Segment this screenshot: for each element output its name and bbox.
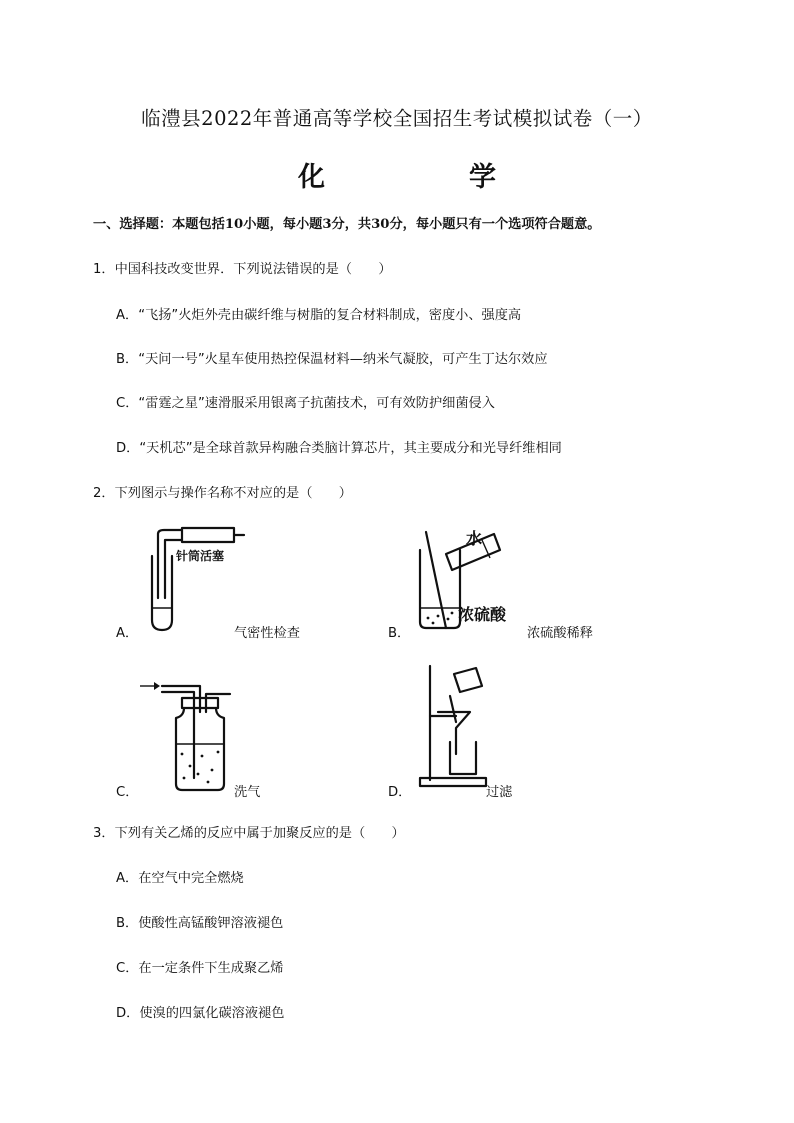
- question-1-stem: 1．中国科技改变世界．下列说法错误的是（ ）: [93, 262, 392, 277]
- section-heading: 一、选择题：本题包括10小题，每小题3分，共30分，每小题只有一个选项符合题意。: [93, 217, 601, 232]
- question-3-stem: 3．下列有关乙烯的反应中属于加聚反应的是（ ）: [93, 826, 405, 841]
- figure-c-caption: 洗气: [234, 785, 261, 800]
- gas-washing-bottle-icon: [138, 678, 238, 796]
- question-1-option-a: A．“飞扬”火炬外壳由碳纤维与树脂的复合材料制成，密度小、强度高: [116, 308, 522, 323]
- figure-c-letter: C．: [116, 785, 139, 800]
- figure-b-inner-label: 浓硫酸: [458, 605, 507, 624]
- subject-char-1: 化: [298, 162, 325, 193]
- filtration-stand-icon: [416, 664, 496, 790]
- question-1-option-d: D．“天机芯”是全球首款异构融合类脑计算芯片，其主要成分和光导纤维相同: [116, 441, 562, 456]
- question-3-option-b: B．使酸性高锰酸钾溶液褪色: [116, 916, 284, 931]
- question-1-option-b: B．“天问一号”火星车使用热控保温材料—纳米气凝胶，可产生丁达尔效应: [116, 352, 548, 367]
- subject-char-2: 学: [469, 162, 496, 193]
- figure-a-letter: A．: [116, 626, 139, 641]
- figure-b-caption: 浓硫酸稀释: [527, 626, 593, 641]
- exam-title: 临澧县2022年普通高等学校全国招生考试模拟试卷（一）: [141, 107, 653, 130]
- question-1-option-c: C．“雷霆之星”速滑服采用银离子抗菌技术，可有效防护细菌侵入: [116, 396, 495, 411]
- question-2-stem: 2．下列图示与操作名称不对应的是（ ）: [93, 486, 352, 501]
- question-3-option-a: A．在空气中完全燃烧: [116, 871, 244, 886]
- figure-d-letter: D．: [388, 785, 412, 800]
- figure-b-inner-label-2: 水: [466, 529, 483, 548]
- figure-b-letter: B．: [388, 626, 411, 641]
- question-3-option-c: C．在一定条件下生成聚乙烯: [116, 961, 284, 976]
- figure-a-inner-label: 针筒活塞: [176, 549, 225, 563]
- figure-a-caption: 气密性检查: [234, 626, 300, 641]
- beaker-pouring-icon: [412, 524, 542, 634]
- figure-d-caption: 过滤: [486, 785, 513, 800]
- question-3-option-d: D．使溴的四氯化碳溶液褪色: [116, 1006, 285, 1021]
